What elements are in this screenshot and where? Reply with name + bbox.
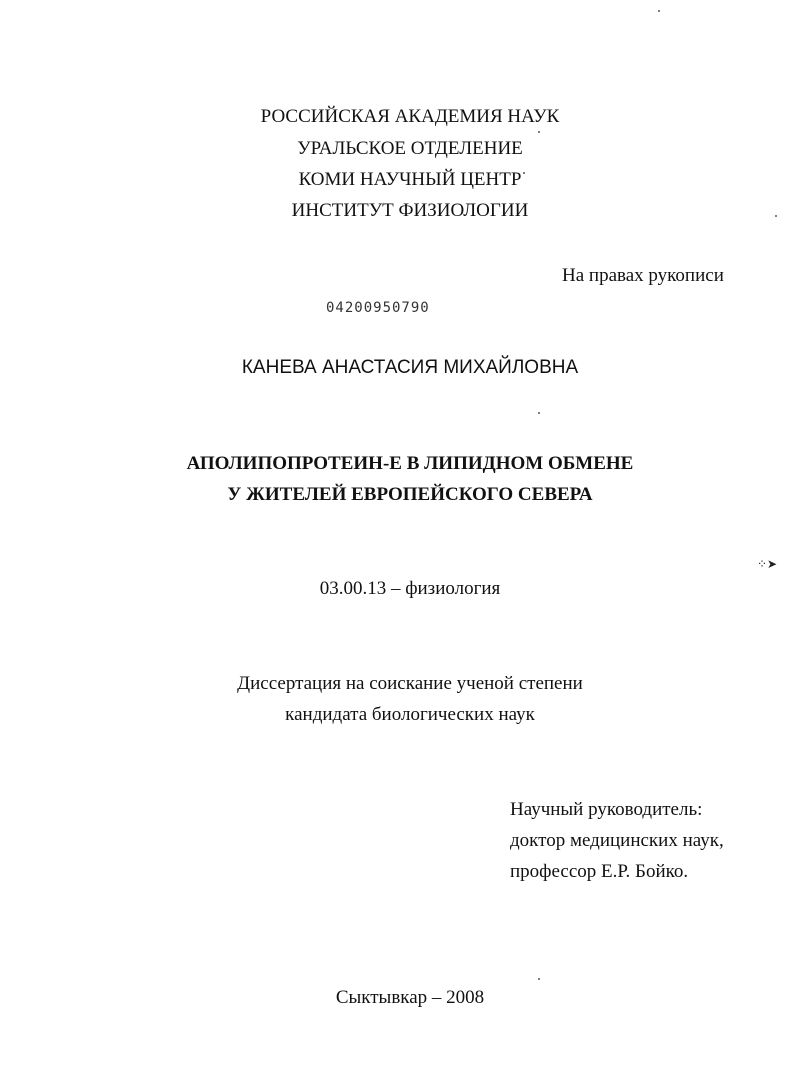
scan-speck [658, 10, 660, 12]
degree-line-1: Диссертация на соискание ученой степени [237, 673, 583, 694]
rights-note: На правах рукописи [562, 265, 724, 286]
scan-speck [523, 172, 525, 174]
scan-mark-icon: ⁘➤ [757, 557, 778, 571]
org-line-center: КОМИ НАУЧНЫЙ ЦЕНТР [298, 169, 522, 190]
supervisor-degree: доктор медицинских наук, [510, 830, 724, 851]
library-code: 04200950790 [326, 300, 430, 316]
org-line-institute: ИНСТИТУТ ФИЗИОЛОГИИ [291, 200, 529, 221]
supervisor-name: профессор Е.Р. Бойко. [510, 861, 689, 882]
place-year: Сыктывкар – 2008 [335, 987, 485, 1008]
supervisor-label: Научный руководитель: [510, 799, 703, 820]
scan-speck [775, 215, 777, 217]
specialty-code: 03.00.13 – физиология [319, 578, 501, 599]
scan-speck [538, 978, 540, 980]
org-line-branch: УРАЛЬСКОЕ ОТДЕЛЕНИЕ [297, 138, 523, 159]
thesis-title-line-2: У ЖИТЕЛЕЙ ЕВРОПЕЙСКОГО СЕВЕРА [227, 484, 593, 505]
scan-speck [538, 412, 540, 414]
author-name: КАНЕВА АНАСТАСИЯ МИХАЙЛОВНА [241, 357, 579, 378]
thesis-title-line-1: АПОЛИПОПРОТЕИН-Е В ЛИПИДНОМ ОБМЕНЕ [186, 453, 634, 474]
degree-line-2: кандидата биологических наук [285, 704, 535, 725]
scan-speck [538, 131, 540, 133]
org-line-academy: РОССИЙСКАЯ АКАДЕМИЯ НАУК [260, 106, 560, 127]
